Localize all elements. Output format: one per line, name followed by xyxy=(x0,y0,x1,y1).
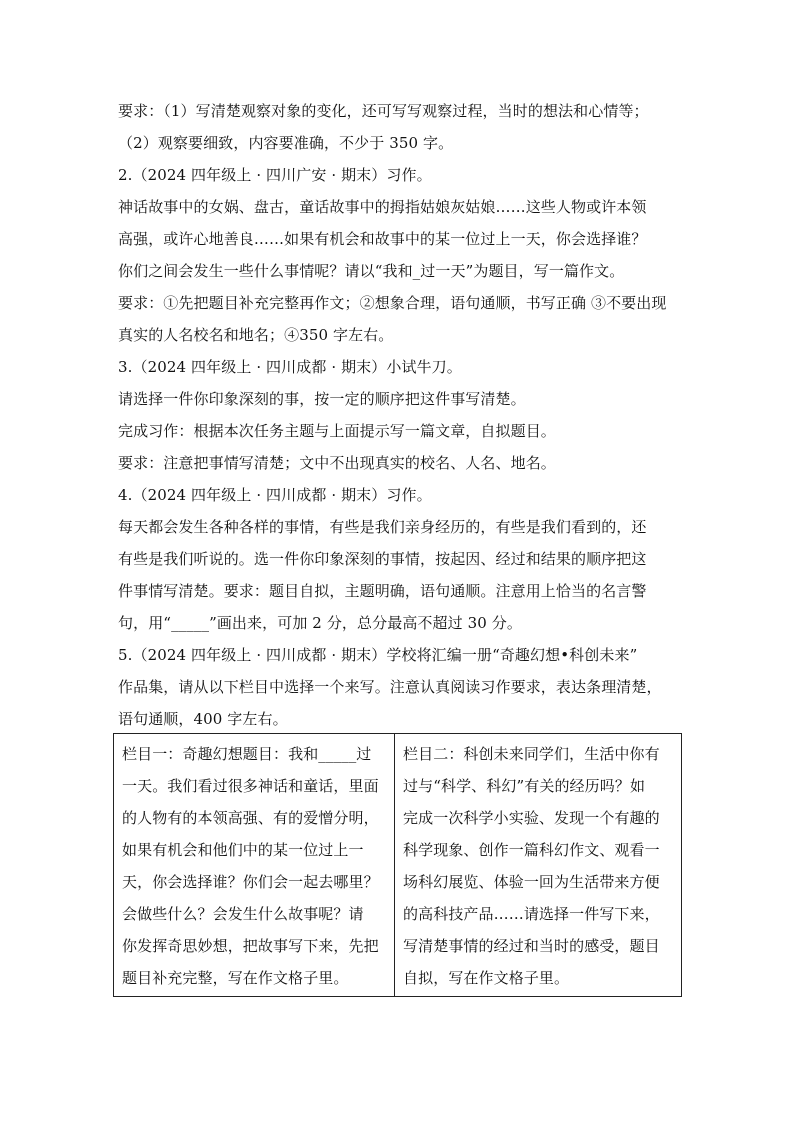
cell-line: 天，你会选择谁？你们会一起去哪里？ xyxy=(122,873,379,891)
text-line: 真实的人名校名和地名；④350 字左右。 xyxy=(118,326,394,344)
text-line: 你们之间会发生一些什么事情呢？请以“我和_过一天”为题目，写一篇作文。 xyxy=(118,262,625,280)
text-line: 每天都会发生各种各样的事情，有些是我们亲身经历的，有些是我们看到的，还 xyxy=(118,518,647,536)
text-line: 作品集，请从以下栏目中选择一个来写。注意认真阅读习作要求，表达条理清楚， xyxy=(118,678,662,696)
column-options-table xyxy=(113,733,682,997)
text-line: 件事情写清楚。要求：题目自拟，主题明确，语句通顺。注意用上恰当的名言警 xyxy=(118,582,647,600)
cell-line: 你发挥奇思妙想，把故事写下来，先把 xyxy=(122,937,379,955)
cell-line: 栏目一：奇趣幻想题目：我和_____过 xyxy=(122,745,372,763)
cell-line: 场科幻展览、体验一回为生活带来方便 xyxy=(403,873,660,891)
text-line: 请选择一件你印象深刻的事，按一定的顺序把这件事写清楚。 xyxy=(118,390,526,408)
cell-line: 会做些什么？会发生什么故事呢？请 xyxy=(122,905,364,923)
text-line: 句，用“_____”画出来，可加 2 分，总分最高不超过 30 分。 xyxy=(118,614,522,632)
text-line: 神话故事中的女娲、盘古，童话故事中的拇指姑娘灰姑娘……这些人物或许本领 xyxy=(118,198,647,216)
document-body xyxy=(118,95,684,735)
column-two-cell xyxy=(395,734,681,996)
text-line: 要求：（1）写清楚观察对象的变化，还可写写观察过程，当时的想法和心情等； xyxy=(118,102,649,120)
question-heading: 4.（2024 四年级上 · 四川成都 · 期末）习作。 xyxy=(118,486,432,504)
cell-line: 一天。我们看过很多神话和童话，里面 xyxy=(122,777,379,795)
text-line: 要求：注意把事情写清楚；文中不出现真实的校名、人名、地名。 xyxy=(118,454,556,472)
question-heading: 3.（2024 四年级上 · 四川成都 · 期末）小试牛刀。 xyxy=(118,358,462,376)
column-one-cell xyxy=(114,734,395,996)
text-line: （2）观察要细致，内容要准确，不少于 350 字。 xyxy=(118,134,454,152)
cell-line: 完成一次科学小实验、发现一个有趣的 xyxy=(403,809,660,827)
cell-line: 自拟，写在作文格子里。 xyxy=(403,969,570,987)
cell-line: 栏目二：科创未来同学们，生活中你有 xyxy=(403,745,660,763)
question-heading: 2.（2024 四年级上 · 四川广安 · 期末）习作。 xyxy=(118,166,432,184)
text-line: 完成习作：根据本次任务主题与上面提示写一篇文章，自拟题目。 xyxy=(118,422,556,440)
text-line: 高强，或许心地善良……如果有机会和故事中的某一位过上一天，你会选择谁？ xyxy=(118,230,647,248)
text-line: 有些是我们听说的。选一件你印象深刻的事情，按起因、经过和结果的顺序把这 xyxy=(118,550,647,568)
cell-line: 的人物有的本领高强、有的爱憎分明， xyxy=(122,809,379,827)
text-line: 语句通顺，400 字左右。 xyxy=(118,710,288,728)
text-line: 要求：①先把题目补充完整再作文；②想象合理，语句通顺，书写正确 ③不要出现 xyxy=(118,294,667,312)
cell-line: 的高科技产品……请选择一件写下来， xyxy=(403,905,660,923)
cell-line: 写清楚事情的经过和当时的感受，题目 xyxy=(403,937,660,955)
cell-line: 科学现象、创作一篇科幻作文、观看一 xyxy=(403,841,660,859)
question-heading: 5.（2024 四年级上 · 四川成都 · 期末）学校将汇编一册“奇趣幻想•科创未来” xyxy=(118,646,638,664)
cell-line: 过与“科学、科幻”有关的经历吗？如 xyxy=(403,777,646,795)
cell-line: 如果有机会和他们中的某一位过上一 xyxy=(122,841,364,859)
cell-line: 题目补充完整，写在作文格子里。 xyxy=(122,969,349,987)
